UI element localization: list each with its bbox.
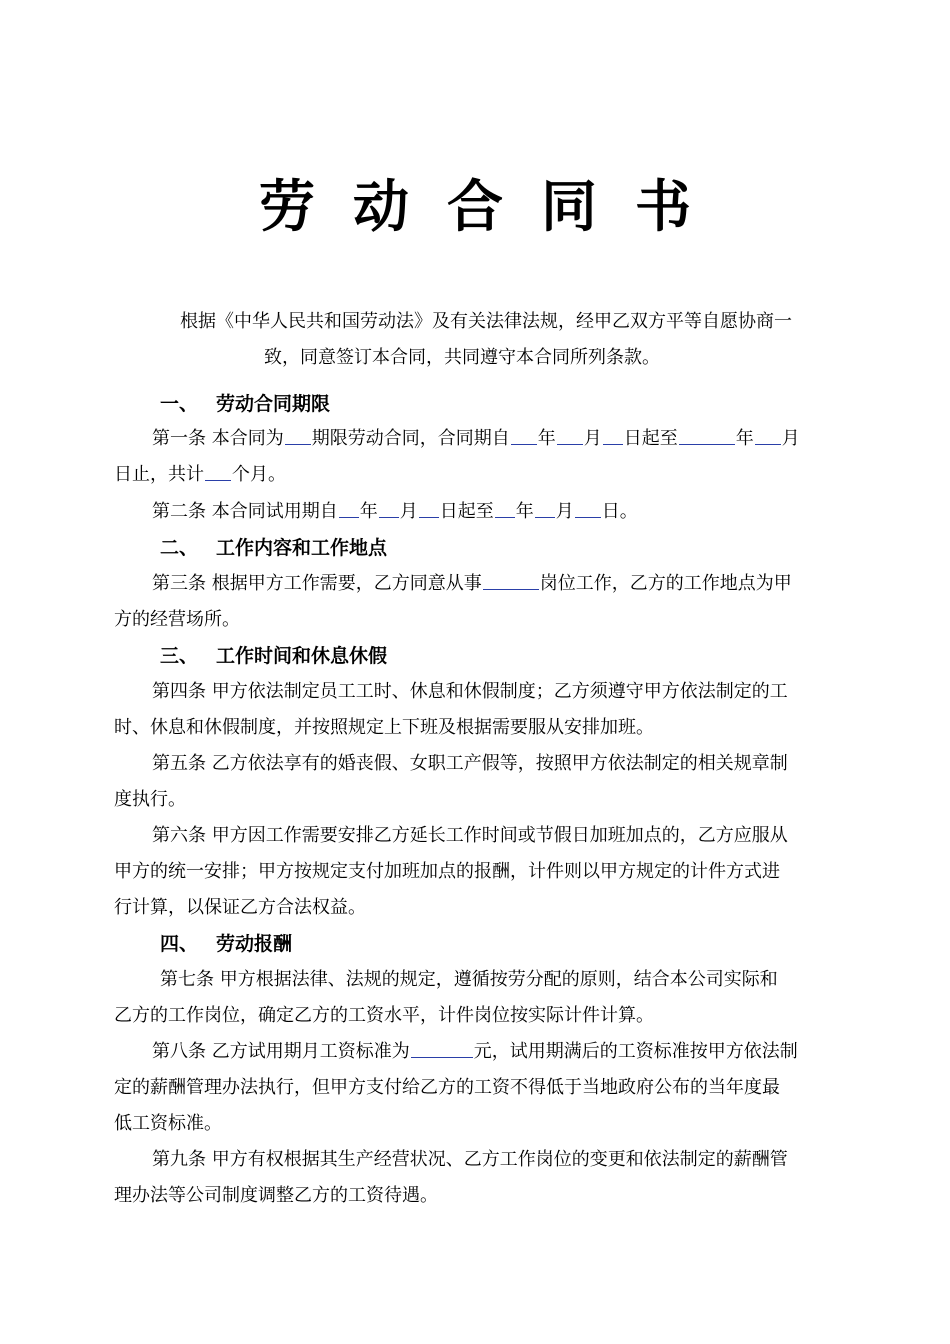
article-3-line-1: 第三条 根据甲方工作需要，乙方同意从事 岗位工作，乙方的工作地点为甲	[152, 573, 792, 594]
trial-end-month-blank[interactable]	[535, 499, 555, 518]
start-year-blank[interactable]	[511, 426, 537, 445]
section-title: 工作时间和休息休假	[216, 645, 388, 667]
article-6-line-1: 第六条 甲方因工作需要安排乙方延长工作时间或节假日加班加点的，乙方应服从	[152, 825, 788, 846]
trial-salary-blank[interactable]	[411, 1039, 473, 1058]
intro-line-1: 根据《中华人民共和国劳动法》及有关法律法规，经甲乙双方平等自愿协商一	[180, 311, 792, 332]
trial-end-day-blank[interactable]	[575, 499, 601, 518]
trial-start-day-blank[interactable]	[419, 499, 439, 518]
section-heading-2	[160, 531, 387, 565]
intro-line-2: 致，同意签订本合同，共同遵守本合同所列条款。	[264, 347, 660, 368]
trial-start-month-blank[interactable]	[379, 499, 399, 518]
article-9-line-2: 理办法等公司制度调整乙方的工资待遇。	[114, 1185, 438, 1206]
start-day-blank[interactable]	[603, 426, 623, 445]
position-blank[interactable]	[483, 571, 539, 590]
article-4-line-2: 时、休息和休假制度，并按照规定上下班及根据需要服从安排加班。	[114, 717, 654, 738]
document-title: 劳动合同书	[259, 175, 729, 240]
end-month-blank[interactable]	[755, 426, 781, 445]
article-2-line: 第二条 本合同试用期自 年 月 日起至 年 月 日。	[152, 501, 638, 522]
start-month-blank[interactable]	[557, 426, 583, 445]
section-heading-3	[160, 639, 387, 673]
section-title: 劳动合同期限	[216, 393, 331, 415]
article-1-line-2: 日止，共计 个月。	[114, 464, 286, 485]
article-4-line-1: 第四条 甲方依法制定员工工时、休息和休假制度；乙方须遵守甲方依法制定的工	[152, 681, 788, 702]
article-7-line-2: 乙方的工作岗位，确定乙方的工资水平，计件岗位按实际计件计算。	[114, 1005, 654, 1026]
section-number: 三、	[160, 645, 199, 667]
article-1-line-1: 第一条 本合同为 期限劳动合同，合同期自 年 月 日起至 年 月	[152, 428, 800, 449]
article-3-line-2: 方的经营场所。	[114, 609, 240, 630]
end-year-blank[interactable]	[679, 426, 735, 445]
section-number: 四、	[160, 933, 199, 955]
article-5-line-1: 第五条 乙方依法享有的婚丧假、女职工产假等，按照甲方依法制定的相关规章制	[152, 753, 788, 774]
section-number: 一、	[160, 393, 199, 415]
trial-start-year-blank[interactable]	[339, 499, 359, 518]
section-title: 工作内容和工作地点	[216, 537, 388, 559]
section-heading-1	[160, 387, 330, 421]
term-type-blank[interactable]	[285, 426, 311, 445]
article-9-line-1: 第九条 甲方有权根据其生产经营状况、乙方工作岗位的变更和依法制定的薪酬管	[152, 1149, 788, 1170]
section-title: 劳动报酬	[216, 933, 293, 955]
article-8-line-1: 第八条 乙方试用期月工资标准为 元，试用期满后的工资标准按甲方依法制	[152, 1041, 798, 1062]
article-7-line-1: 第七条 甲方根据法律、法规的规定，遵循按劳分配的原则，结合本公司实际和	[160, 969, 778, 990]
article-6-line-3: 行计算，以保证乙方合法权益。	[114, 897, 366, 918]
article-6-line-2: 甲方的统一安排；甲方按规定支付加班加点的报酬，计件则以甲方规定的计件方式进	[114, 861, 780, 882]
section-heading-4	[160, 927, 292, 961]
months-total-blank[interactable]	[205, 462, 231, 481]
article-8-line-2: 定的薪酬管理办法执行，但甲方支付给乙方的工资不得低于当地政府公布的当年度最	[114, 1077, 780, 1098]
trial-end-year-blank[interactable]	[495, 499, 515, 518]
section-number: 二、	[160, 537, 199, 559]
article-5-line-2: 度执行。	[114, 789, 186, 810]
article-8-line-3: 低工资标准。	[114, 1113, 222, 1134]
